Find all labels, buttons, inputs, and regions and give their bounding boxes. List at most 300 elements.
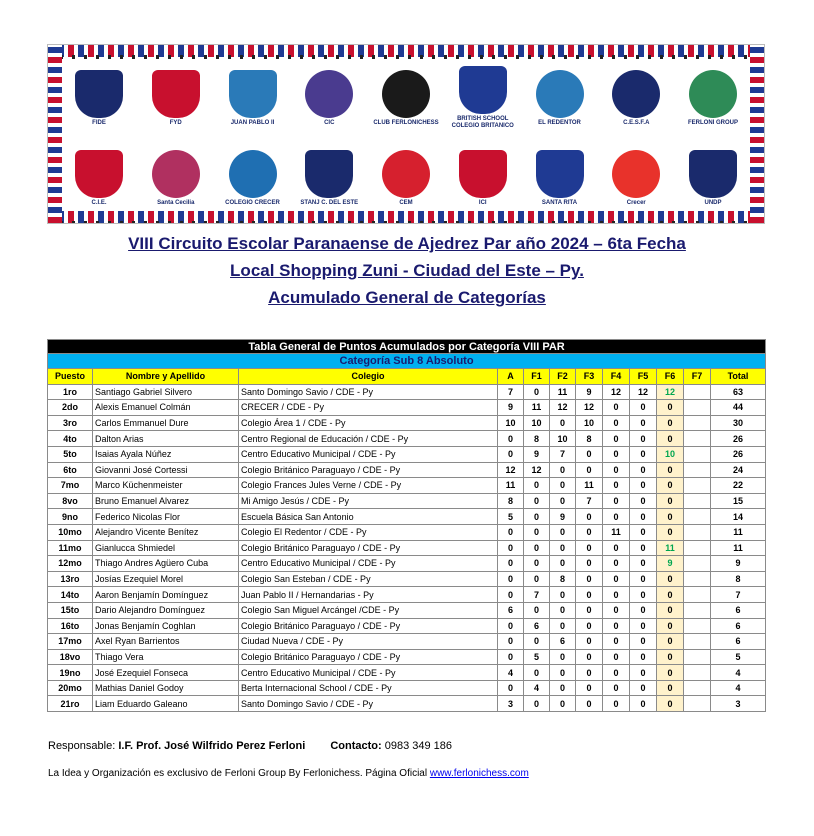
- colegio-crecer-logo-caption: COLEGIO CRECER: [225, 199, 280, 206]
- cell-f4: 0: [603, 556, 630, 572]
- cell-colegio: Centro Educativo Municipal / CDE - Py: [239, 446, 498, 462]
- cell-f5: 0: [630, 462, 657, 478]
- cell-a: 7: [498, 384, 524, 400]
- contact-value: 0983 349 186: [384, 740, 453, 752]
- cell-f6: 0: [657, 665, 684, 681]
- cell-puesto: 4to: [48, 431, 93, 447]
- cell-total: 14: [711, 509, 766, 525]
- cell-f1: 0: [524, 571, 550, 587]
- cell-f6: 0: [657, 524, 684, 540]
- cell-f6: 0: [657, 634, 684, 650]
- cell-a: 8: [498, 493, 524, 509]
- cell-f3: 0: [576, 462, 603, 478]
- cell-f3: 7: [576, 493, 603, 509]
- cell-colegio: Centro Educativo Municipal / CDE - Py: [239, 665, 498, 681]
- responsible-line: [48, 740, 452, 752]
- cell-f1: 6: [524, 618, 550, 634]
- cell-f6: 0: [657, 509, 684, 525]
- undp-logo-emblem-icon: [689, 150, 737, 198]
- cell-colegio: Centro Educativo Municipal / CDE - Py: [239, 556, 498, 572]
- cell-puesto: 15to: [48, 602, 93, 618]
- cell-nombre: Alejandro Vicente Benítez: [93, 524, 239, 540]
- cell-nombre: José Ezequiel Fonseca: [93, 665, 239, 681]
- cell-f2: 0: [550, 649, 576, 665]
- standings-table: [47, 339, 766, 712]
- cell-f4: 11: [603, 524, 630, 540]
- crecer-logo-emblem-icon: [612, 150, 660, 198]
- cell-f6: 0: [657, 462, 684, 478]
- cell-puesto: 21ro: [48, 696, 93, 712]
- santa-rita-logo-caption: SANTA RITA: [541, 199, 578, 206]
- cell-puesto: 1ro: [48, 384, 93, 400]
- cell-a: 3: [498, 696, 524, 712]
- cell-f2: 0: [550, 478, 576, 494]
- cell-a: 0: [498, 649, 524, 665]
- table-title: Tabla General de Puntos Acumulados por Categoría VIII PAR: [48, 340, 766, 354]
- el-redentor-logo-emblem-icon: [536, 70, 584, 118]
- cell-colegio: CRECER / CDE - Py: [239, 400, 498, 416]
- cell-f2: 0: [550, 493, 576, 509]
- column-header-f2: F2: [550, 369, 576, 385]
- cell-f5: 0: [630, 400, 657, 416]
- cell-f6: 12: [657, 384, 684, 400]
- cell-f1: 0: [524, 665, 550, 681]
- cell-nombre: Aaron Benjamín Domínguez: [93, 587, 239, 603]
- cell-puesto: 8vo: [48, 493, 93, 509]
- cell-f5: 0: [630, 649, 657, 665]
- cell-f5: 0: [630, 493, 657, 509]
- cell-f7: [684, 649, 711, 665]
- santa-rita-logo-emblem-icon: [536, 150, 584, 198]
- cell-f7: [684, 400, 711, 416]
- cell-f1: 5: [524, 649, 550, 665]
- ferloni-group-logo-emblem-icon: [689, 70, 737, 118]
- cell-f1: 0: [524, 384, 550, 400]
- santa-cecilia-logo-emblem-icon: [152, 150, 200, 198]
- cell-total: 26: [711, 446, 766, 462]
- cell-f2: 0: [550, 696, 576, 712]
- column-header-colegio: Colegio: [239, 369, 498, 385]
- cell-f1: 0: [524, 556, 550, 572]
- escuela-logo-caption: CIC: [324, 119, 335, 126]
- table-row: [48, 384, 766, 400]
- table-row: [48, 493, 766, 509]
- cell-puesto: 16to: [48, 618, 93, 634]
- stanj-logo-caption: STANJ C. DEL ESTE: [300, 199, 359, 206]
- banner-left-border: [48, 45, 62, 223]
- cell-nombre: Gianlucca Shmiedel: [93, 540, 239, 556]
- cell-nombre: Marco Küchenmeister: [93, 478, 239, 494]
- cell-colegio: Berta Internacional School / CDE - Py: [239, 680, 498, 696]
- cell-f1: 0: [524, 602, 550, 618]
- cell-total: 7: [711, 587, 766, 603]
- cell-total: 3: [711, 696, 766, 712]
- cell-a: 0: [498, 431, 524, 447]
- cell-f5: 12: [630, 384, 657, 400]
- table-row: [48, 571, 766, 587]
- ici-logo-emblem-icon: [459, 150, 507, 198]
- cell-a: 0: [498, 524, 524, 540]
- column-header-total: Total: [711, 369, 766, 385]
- cell-nombre: Bruno Emanuel Alvarez: [93, 493, 239, 509]
- cie-logo-caption: C.I.E.: [91, 199, 107, 206]
- cesfa-logo: [603, 65, 669, 131]
- cell-puesto: 13ro: [48, 571, 93, 587]
- cell-f2: 0: [550, 665, 576, 681]
- cell-f1: 10: [524, 415, 550, 431]
- cell-nombre: Giovanni José Cortessi: [93, 462, 239, 478]
- ici-logo-caption: ICI: [478, 199, 487, 206]
- cesfa-logo-emblem-icon: [612, 70, 660, 118]
- cie-logo-emblem-icon: [75, 150, 123, 198]
- cell-f7: [684, 384, 711, 400]
- cell-f4: 0: [603, 446, 630, 462]
- cell-f3: 0: [576, 696, 603, 712]
- cell-f2: 0: [550, 587, 576, 603]
- cell-f3: 0: [576, 571, 603, 587]
- cell-total: 4: [711, 665, 766, 681]
- santa-rita-logo: [527, 145, 593, 211]
- cell-f4: 12: [603, 384, 630, 400]
- cell-f2: 10: [550, 431, 576, 447]
- cell-nombre: Federico Nicolas Flor: [93, 509, 239, 525]
- cell-total: 4: [711, 680, 766, 696]
- cell-f7: [684, 509, 711, 525]
- cell-f3: 0: [576, 556, 603, 572]
- column-header-puesto: Puesto: [48, 369, 93, 385]
- cell-a: 5: [498, 509, 524, 525]
- cell-f7: [684, 665, 711, 681]
- cell-f5: 0: [630, 680, 657, 696]
- table-row: [48, 587, 766, 603]
- column-header-f5: F5: [630, 369, 657, 385]
- cell-f5: 0: [630, 634, 657, 650]
- cell-f5: 0: [630, 618, 657, 634]
- table-row: [48, 602, 766, 618]
- cell-f5: 0: [630, 587, 657, 603]
- cell-colegio: Colegio San Esteban / CDE - Py: [239, 571, 498, 587]
- cell-total: 22: [711, 478, 766, 494]
- table-row: [48, 665, 766, 681]
- title-venue: Local Shopping Zuni - Ciudad del Este – Py.: [230, 261, 584, 280]
- cell-f3: 0: [576, 634, 603, 650]
- cell-total: 30: [711, 415, 766, 431]
- cell-puesto: 11mo: [48, 540, 93, 556]
- organization-line: [48, 768, 529, 779]
- cell-f3: 0: [576, 446, 603, 462]
- cell-colegio: Ciudad Nueva / CDE - Py: [239, 634, 498, 650]
- cell-colegio: Colegio Británico Paraguayo / CDE - Py: [239, 540, 498, 556]
- cell-total: 8: [711, 571, 766, 587]
- cell-f4: 0: [603, 400, 630, 416]
- official-site-link[interactable]: www.ferlonichess.com: [429, 768, 529, 779]
- column-header-a: A: [498, 369, 524, 385]
- cell-f3: 0: [576, 665, 603, 681]
- fyd-logo-caption: FYD: [169, 119, 182, 126]
- cell-a: 0: [498, 571, 524, 587]
- santa-cecilia-logo: [143, 145, 209, 211]
- stanj-logo: [296, 145, 362, 211]
- cell-a: 0: [498, 680, 524, 696]
- cell-total: 63: [711, 384, 766, 400]
- cell-f6: 0: [657, 571, 684, 587]
- cell-f6: 0: [657, 696, 684, 712]
- ferloni-group-logo: [680, 65, 746, 131]
- cell-f7: [684, 680, 711, 696]
- cell-f3: 10: [576, 415, 603, 431]
- organization-text: La Idea y Organización es exclusivo de Ferloni Group By Ferlonichess. Página Oficial: [48, 768, 430, 779]
- cell-f5: 0: [630, 540, 657, 556]
- cell-nombre: Santiago Gabriel Silvero: [93, 384, 239, 400]
- column-header-nombre-y-apellido: Nombre y Apellido: [93, 369, 239, 385]
- cell-f3: 0: [576, 509, 603, 525]
- table-row: [48, 618, 766, 634]
- cell-f5: 0: [630, 665, 657, 681]
- cell-f2: 0: [550, 524, 576, 540]
- cell-f1: 0: [524, 509, 550, 525]
- cell-f2: 7: [550, 446, 576, 462]
- cell-total: 26: [711, 431, 766, 447]
- stanj-logo-emblem-icon: [305, 150, 353, 198]
- cem-logo-caption: CEM: [399, 199, 413, 206]
- cell-f2: 8: [550, 571, 576, 587]
- cell-total: 24: [711, 462, 766, 478]
- table-row: [48, 556, 766, 572]
- sponsor-banner: [47, 44, 765, 224]
- cell-f4: 0: [603, 618, 630, 634]
- cell-nombre: Alexis Emanuel Colmán: [93, 400, 239, 416]
- cell-puesto: 20mo: [48, 680, 93, 696]
- cell-a: 9: [498, 400, 524, 416]
- cell-nombre: Carlos Emmanuel Dure: [93, 415, 239, 431]
- ferlonichess-club-logo-emblem-icon: [382, 70, 430, 118]
- cell-total: 11: [711, 524, 766, 540]
- cell-total: 6: [711, 634, 766, 650]
- cell-nombre: Josías Ezequiel Morel: [93, 571, 239, 587]
- cell-puesto: 19no: [48, 665, 93, 681]
- table-category: Categoría Sub 8 Absoluto: [48, 354, 766, 369]
- cell-f2: 12: [550, 400, 576, 416]
- cell-f6: 0: [657, 680, 684, 696]
- colegio-crecer-logo: [220, 145, 286, 211]
- cell-f7: [684, 602, 711, 618]
- cell-nombre: Mathias Daniel Godoy: [93, 680, 239, 696]
- undp-logo-caption: UNDP: [704, 199, 722, 206]
- cell-a: 0: [498, 446, 524, 462]
- cell-total: 15: [711, 493, 766, 509]
- cell-f4: 0: [603, 509, 630, 525]
- table-row: [48, 634, 766, 650]
- fide-logo-caption: FIDE: [92, 119, 106, 126]
- cell-f6: 10: [657, 446, 684, 462]
- cell-f4: 0: [603, 415, 630, 431]
- cell-f5: 0: [630, 509, 657, 525]
- cell-f1: 9: [524, 446, 550, 462]
- cell-f7: [684, 556, 711, 572]
- cell-total: 44: [711, 400, 766, 416]
- cell-f3: 0: [576, 649, 603, 665]
- cell-nombre: Dario Alejandro Domínguez: [93, 602, 239, 618]
- cell-f6: 9: [657, 556, 684, 572]
- cell-f3: 0: [576, 618, 603, 634]
- fide-logo: [66, 65, 132, 131]
- cell-f3: 0: [576, 680, 603, 696]
- cell-f2: 0: [550, 540, 576, 556]
- cell-f2: 0: [550, 462, 576, 478]
- cell-f6: 0: [657, 602, 684, 618]
- cell-f4: 0: [603, 587, 630, 603]
- cell-f7: [684, 587, 711, 603]
- table-row: [48, 478, 766, 494]
- cell-f5: 0: [630, 602, 657, 618]
- table-row: [48, 509, 766, 525]
- cell-colegio: Colegio Británico Paraguayo / CDE - Py: [239, 649, 498, 665]
- ferlonichess-club-logo-caption: CLUB FERLONICHESS: [373, 119, 439, 126]
- cell-f5: 0: [630, 571, 657, 587]
- cell-f2: 11: [550, 384, 576, 400]
- column-header-f4: F4: [603, 369, 630, 385]
- cell-f3: 0: [576, 602, 603, 618]
- cell-total: 5: [711, 649, 766, 665]
- ferlonichess-club-logo: [373, 65, 439, 131]
- cell-colegio: Santo Domingo Savio / CDE - Py: [239, 384, 498, 400]
- table-row: [48, 446, 766, 462]
- cell-a: 10: [498, 415, 524, 431]
- ferloni-group-logo-caption: FERLONI GROUP: [687, 119, 738, 126]
- cell-puesto: 10mo: [48, 524, 93, 540]
- cell-a: 11: [498, 478, 524, 494]
- cell-puesto: 9no: [48, 509, 93, 525]
- fide-logo-emblem-icon: [75, 70, 123, 118]
- cell-f3: 9: [576, 384, 603, 400]
- cie-logo: [66, 145, 132, 211]
- cell-nombre: Thiago Andres Agüero Cuba: [93, 556, 239, 572]
- cell-colegio: Colegio Británico Paraguayo / CDE - Py: [239, 618, 498, 634]
- cem-logo-emblem-icon: [382, 150, 430, 198]
- cell-f1: 11: [524, 400, 550, 416]
- cell-a: 0: [498, 556, 524, 572]
- cell-f7: [684, 431, 711, 447]
- table-row: [48, 415, 766, 431]
- cell-a: 0: [498, 540, 524, 556]
- colegio-crecer-logo-emblem-icon: [229, 150, 277, 198]
- cell-f5: 0: [630, 415, 657, 431]
- el-redentor-logo: [527, 65, 593, 131]
- cell-f5: 0: [630, 478, 657, 494]
- cell-f6: 0: [657, 400, 684, 416]
- cell-f7: [684, 493, 711, 509]
- cell-nombre: Dalton Arias: [93, 431, 239, 447]
- juan-pablo-logo: [220, 65, 286, 131]
- cell-f6: 0: [657, 415, 684, 431]
- document-titles: [0, 230, 814, 311]
- cell-f7: [684, 571, 711, 587]
- cell-puesto: 2do: [48, 400, 93, 416]
- cell-f3: 11: [576, 478, 603, 494]
- cell-puesto: 6to: [48, 462, 93, 478]
- cell-f4: 0: [603, 665, 630, 681]
- cell-f4: 0: [603, 431, 630, 447]
- cell-f7: [684, 696, 711, 712]
- cell-f2: 0: [550, 618, 576, 634]
- cell-f5: 0: [630, 556, 657, 572]
- cell-colegio: Colegio San Miguel Arcángel /CDE - Py: [239, 602, 498, 618]
- cell-f4: 0: [603, 696, 630, 712]
- cell-colegio: Santo Domingo Savio / CDE - Py: [239, 696, 498, 712]
- cell-nombre: Jonas Benjamín Coghlan: [93, 618, 239, 634]
- cell-f7: [684, 478, 711, 494]
- cell-colegio: Escuela Básica San Antonio: [239, 509, 498, 525]
- cell-nombre: Liam Eduardo Galeano: [93, 696, 239, 712]
- cell-nombre: Thiago Vera: [93, 649, 239, 665]
- column-header-f1: F1: [524, 369, 550, 385]
- cell-f1: 0: [524, 634, 550, 650]
- column-header-f7: F7: [684, 369, 711, 385]
- cell-f7: [684, 618, 711, 634]
- british-school-logo-caption: BRITISH SCHOOL COLEGIO BRITANICO: [451, 116, 514, 129]
- cell-a: 0: [498, 618, 524, 634]
- cell-f4: 0: [603, 540, 630, 556]
- cell-puesto: 7mo: [48, 478, 93, 494]
- escuela-logo-emblem-icon: [305, 70, 353, 118]
- cell-f2: 9: [550, 509, 576, 525]
- cell-a: 6: [498, 602, 524, 618]
- table-row: [48, 431, 766, 447]
- cell-total: 6: [711, 602, 766, 618]
- cell-f5: 0: [630, 696, 657, 712]
- cell-f4: 0: [603, 493, 630, 509]
- cell-f2: 0: [550, 602, 576, 618]
- cell-colegio: Colegio Frances Jules Verne / CDE - Py: [239, 478, 498, 494]
- cell-puesto: 3ro: [48, 415, 93, 431]
- cell-f6: 0: [657, 649, 684, 665]
- cell-a: 4: [498, 665, 524, 681]
- cell-f6: 11: [657, 540, 684, 556]
- cell-puesto: 18vo: [48, 649, 93, 665]
- cell-f4: 0: [603, 649, 630, 665]
- cell-total: 11: [711, 540, 766, 556]
- cell-f1: 0: [524, 524, 550, 540]
- cell-f6: 0: [657, 478, 684, 494]
- ici-logo: [450, 145, 516, 211]
- british-school-logo-emblem-icon: [459, 66, 507, 114]
- cell-f6: 0: [657, 431, 684, 447]
- responsible-name: I.F. Prof. José Wilfrido Perez Ferloni: [118, 740, 306, 752]
- cell-f6: 0: [657, 587, 684, 603]
- cell-f7: [684, 540, 711, 556]
- cell-f2: 6: [550, 634, 576, 650]
- cell-colegio: Colegio El Redentor / CDE - Py: [239, 524, 498, 540]
- cell-f4: 0: [603, 680, 630, 696]
- cell-f3: 8: [576, 431, 603, 447]
- cell-f4: 0: [603, 602, 630, 618]
- cell-puesto: 12mo: [48, 556, 93, 572]
- cell-a: 0: [498, 634, 524, 650]
- cell-colegio: Centro Regional de Educación / CDE - Py: [239, 431, 498, 447]
- logo-row-1: [66, 61, 746, 135]
- juan-pablo-logo-caption: JUAN PABLO II: [230, 119, 275, 126]
- british-school-logo: [450, 65, 516, 131]
- column-header-f3: F3: [576, 369, 603, 385]
- cell-nombre: Axel Ryan Barrientos: [93, 634, 239, 650]
- cell-colegio: Juan Pablo II / Hernandarias - Py: [239, 587, 498, 603]
- banner-top-border: [48, 45, 764, 57]
- table-row: [48, 462, 766, 478]
- cell-f6: 0: [657, 493, 684, 509]
- responsible-label: Responsable:: [48, 740, 116, 752]
- cesfa-logo-caption: C.E.S.F.A: [623, 119, 650, 126]
- santa-cecilia-logo-caption: Santa Cecilia: [157, 199, 195, 206]
